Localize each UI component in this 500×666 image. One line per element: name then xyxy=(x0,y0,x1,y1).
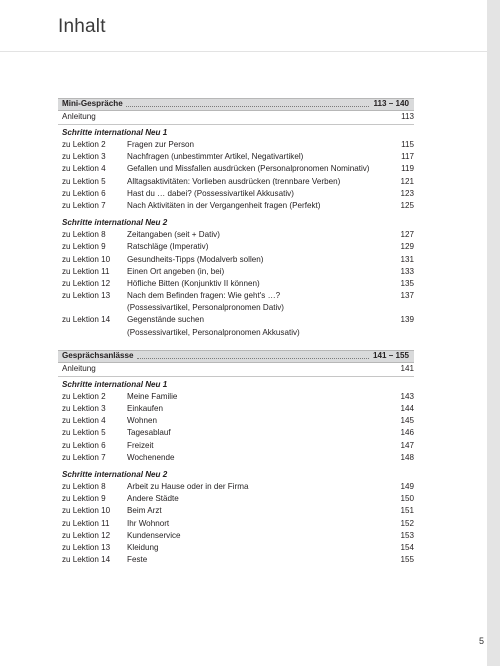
intro-entry[interactable] xyxy=(58,363,414,377)
entry-lesson: zu Lektion 2 xyxy=(62,140,106,150)
entry-topic: Tagesablauf xyxy=(127,428,171,438)
section-header[interactable] xyxy=(58,98,414,111)
entry-topic: Ratschläge (Imperativ) xyxy=(127,242,209,252)
entry-page: 150 xyxy=(400,494,414,504)
entry-lesson: zu Lektion 3 xyxy=(62,152,106,162)
intro-entry[interactable] xyxy=(58,111,414,125)
page-number: 5 xyxy=(479,636,485,646)
entry-topic: Einen Ort angeben (in, bei) xyxy=(127,266,225,276)
leader-dots xyxy=(137,358,369,359)
toc-entry[interactable] xyxy=(58,188,414,200)
toc-entry[interactable] xyxy=(58,440,414,452)
toc-entry[interactable] xyxy=(58,200,414,212)
section-page-range: 113 – 140 xyxy=(373,99,409,109)
entry-lesson: zu Lektion 3 xyxy=(62,404,106,414)
section-header[interactable] xyxy=(58,350,414,363)
group-title: Schritte international Neu 1 xyxy=(62,127,168,137)
section-spacer xyxy=(58,339,414,350)
toc-entry[interactable] xyxy=(58,241,414,253)
page-edge xyxy=(487,0,500,666)
entry-page: 152 xyxy=(400,518,414,528)
entry-lesson: zu Lektion 11 xyxy=(62,266,110,276)
entry-lesson: zu Lektion 11 xyxy=(62,518,110,528)
entry-page: 133 xyxy=(400,266,414,276)
entry-page: 115 xyxy=(401,140,414,150)
entry-page: 155 xyxy=(400,555,414,565)
intro-page: 141 xyxy=(400,364,414,374)
entry-page: 125 xyxy=(400,200,414,210)
entry-topic: Gegenstände suchen xyxy=(127,315,204,325)
entry-lesson: zu Lektion 10 xyxy=(62,506,111,516)
leader-dots xyxy=(126,106,370,107)
entry-lesson: zu Lektion 9 xyxy=(62,242,106,252)
entry-page: 149 xyxy=(400,481,414,491)
toc-entry[interactable] xyxy=(58,163,414,175)
entry-topic: Nach dem Befinden fragen: Wie geht's …? xyxy=(127,291,281,301)
entry-lesson: zu Lektion 6 xyxy=(62,188,106,198)
entry-lesson: zu Lektion 9 xyxy=(62,494,106,504)
entry-topic: Wochenende xyxy=(127,452,175,462)
intro-page: 113 xyxy=(401,112,414,122)
toc-entry[interactable] xyxy=(58,542,414,554)
toc-entry[interactable] xyxy=(58,415,414,427)
entry-lesson: zu Lektion 8 xyxy=(62,481,106,491)
group-title: Schritte international Neu 1 xyxy=(62,379,168,389)
toc-entry[interactable] xyxy=(58,403,414,415)
entry-page: 153 xyxy=(400,530,414,540)
entry-page: 129 xyxy=(400,242,414,252)
entry-page: 145 xyxy=(400,416,414,426)
entry-topic: (Possessivartikel, Personalpronomen Dativ) xyxy=(127,303,284,313)
entry-topic: Ihr Wohnort xyxy=(127,518,170,528)
intro-label: Anleitung xyxy=(62,112,96,122)
entry-page: 127 xyxy=(400,230,414,240)
entry-page: 123 xyxy=(400,188,414,198)
toc-entry[interactable] xyxy=(58,266,414,278)
page-title: Inhalt xyxy=(58,16,106,37)
entry-topic: Feste xyxy=(127,555,148,565)
toc-entry[interactable] xyxy=(58,530,414,542)
toc-entry[interactable] xyxy=(58,314,414,326)
entry-page: 117 xyxy=(401,152,414,162)
entry-topic: Alltagsaktivitäten: Vorlieben ausdrücken (trennbare Verben) xyxy=(127,176,341,186)
entry-lesson: zu Lektion 12 xyxy=(62,530,111,540)
toc-entry[interactable] xyxy=(58,493,414,505)
toc-entry[interactable] xyxy=(58,518,414,530)
entry-page: 146 xyxy=(400,428,414,438)
group-title: Schritte international Neu 2 xyxy=(62,469,168,479)
entry-page: 131 xyxy=(400,254,414,264)
group-title: Schritte international Neu 2 xyxy=(62,218,168,228)
entry-topic: (Possessivartikel, Personalpronomen Akkusativ) xyxy=(127,327,300,337)
entry-topic: Gefallen und Missfallen ausdrücken (Personalpronomen Nominativ) xyxy=(127,164,370,174)
entry-page: 137 xyxy=(400,291,414,301)
entry-page: 144 xyxy=(400,404,414,414)
entry-lesson: zu Lektion 14 xyxy=(62,315,111,325)
entry-page: 135 xyxy=(400,278,414,288)
toc-entry[interactable] xyxy=(58,302,414,314)
entry-lesson: zu Lektion 5 xyxy=(62,176,106,186)
entry-topic: Fragen zur Person xyxy=(127,140,195,150)
entry-lesson: zu Lektion 7 xyxy=(62,452,106,462)
entry-lesson: zu Lektion 7 xyxy=(62,200,106,210)
entry-lesson: zu Lektion 6 xyxy=(62,440,106,450)
toc-entry[interactable] xyxy=(58,554,414,566)
entry-page: 121 xyxy=(400,176,414,186)
section-title: Gesprächsanlässe xyxy=(62,351,134,361)
section-title: Mini-Gespräche xyxy=(62,99,123,109)
intro-label: Anleitung xyxy=(62,364,96,374)
entry-topic: Hast du … dabei? (Possessivartikel Akkusativ) xyxy=(127,188,294,198)
entry-topic: Meine Familie xyxy=(127,391,178,401)
toc-entry[interactable] xyxy=(58,505,414,517)
entry-topic: Nach Aktivitäten in der Vergangenheit fragen (Perfekt) xyxy=(127,200,321,210)
entry-topic: Wohnen xyxy=(127,416,157,426)
section-page-range: 141 – 155 xyxy=(372,351,409,361)
entry-page: 119 xyxy=(401,164,414,174)
entry-lesson: zu Lektion 12 xyxy=(62,278,111,288)
entry-lesson: zu Lektion 14 xyxy=(62,555,111,565)
entry-topic: Andere Städte xyxy=(127,494,179,504)
table-of-contents xyxy=(58,98,414,566)
toc-entry[interactable] xyxy=(58,229,414,241)
entry-page: 139 xyxy=(400,315,414,325)
entry-lesson: zu Lektion 4 xyxy=(62,164,106,174)
entry-lesson: zu Lektion 5 xyxy=(62,428,106,438)
entry-lesson: zu Lektion 10 xyxy=(62,254,111,264)
toc-entry[interactable] xyxy=(58,151,414,163)
toc-entry[interactable] xyxy=(58,139,414,151)
entry-topic: Beim Arzt xyxy=(127,506,162,516)
entry-topic: Zeitangaben (seit + Dativ) xyxy=(127,230,220,240)
page-header xyxy=(0,0,487,52)
entry-lesson: zu Lektion 2 xyxy=(62,391,106,401)
entry-lesson: zu Lektion 4 xyxy=(62,416,106,426)
entry-topic: Kundenservice xyxy=(127,530,181,540)
entry-topic: Gesundheits-Tipps (Modalverb sollen) xyxy=(127,254,264,264)
toc-entry[interactable] xyxy=(58,176,414,188)
toc-entry[interactable] xyxy=(58,254,414,266)
entry-topic: Arbeit zu Hause oder in der Firma xyxy=(127,481,249,491)
entry-page: 154 xyxy=(400,542,414,552)
entry-page: 147 xyxy=(400,440,414,450)
entry-lesson: zu Lektion 13 xyxy=(62,542,111,552)
toc-entry[interactable] xyxy=(58,290,414,302)
toc-entry[interactable] xyxy=(58,327,414,339)
toc-entry[interactable] xyxy=(58,427,414,439)
entry-lesson: zu Lektion 13 xyxy=(62,291,111,301)
entry-topic: Freizeit xyxy=(127,440,154,450)
entry-page: 151 xyxy=(400,506,414,516)
toc-entry[interactable] xyxy=(58,391,414,403)
entry-topic: Nachfragen (unbestimmter Artikel, Negativartikel) xyxy=(127,152,304,162)
toc-entry[interactable] xyxy=(58,481,414,493)
entry-page: 148 xyxy=(400,452,414,462)
entry-topic: Einkaufen xyxy=(127,404,163,414)
entry-lesson: zu Lektion 8 xyxy=(62,230,106,240)
entry-page: 143 xyxy=(400,391,414,401)
toc-entry[interactable] xyxy=(58,452,414,464)
entry-topic: Kleidung xyxy=(127,542,159,552)
entry-topic: Höfliche Bitten (Konjunktiv II können) xyxy=(127,278,260,288)
toc-entry[interactable] xyxy=(58,278,414,290)
